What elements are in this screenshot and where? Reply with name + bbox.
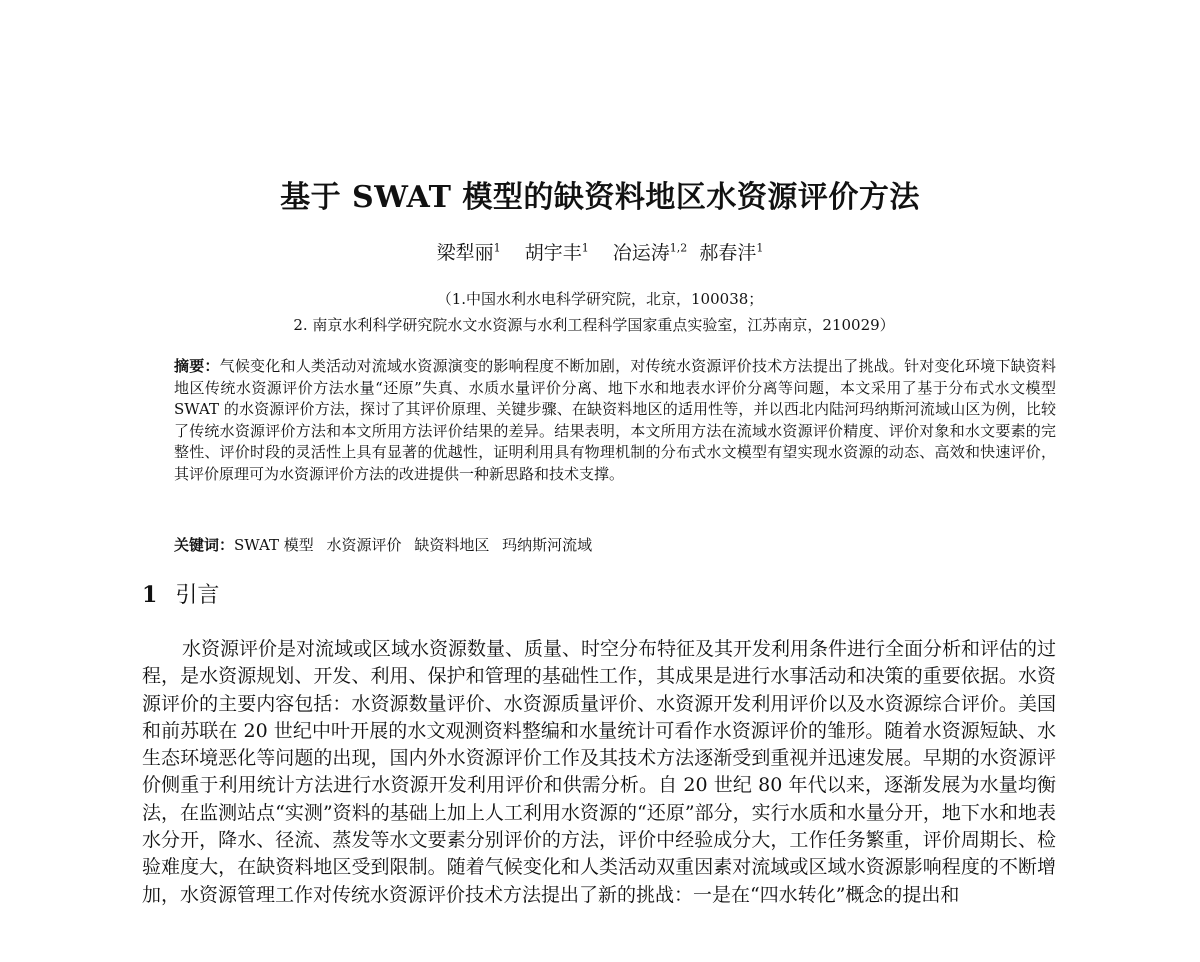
keyword: 缺资料地区 [414, 536, 490, 554]
abstract-label: 摘要： [174, 357, 220, 375]
paper-title: 基于 SWAT 模型的缺资料地区水资源评价方法 [280, 180, 920, 215]
author-name: 胡宇丰 [524, 242, 582, 264]
author-list [0, 238, 1200, 265]
keywords-label: 关键词： [174, 536, 235, 554]
author-name: 郝春沣 [699, 242, 757, 264]
keywords [174, 534, 1056, 555]
author-name: 梁犁丽 [436, 242, 494, 264]
section-heading [142, 578, 219, 609]
abstract-text: 气候变化和人类活动对流域水资源演变的影响程度不断加剧，对传统水资源评价技术方法提出了挑战。针对变化环境下缺资料地区传统水资源评价方法水量“还原”失真、水质水量评价分离、地下水和地表水评价分离等问题，本文采用了基于分布式水文模型 SWAT 的水资源评价方法，探讨了其评价原理、关键步骤、在缺资料地区的适用性等，并以西北内陆河玛纳斯河流域山区为例，比较了传统水资源评价方法和本文所用方法评价结果的差异。结果表明，本文所用方法在流域水资源评价精度、评价对象和水文要素的完整性、评价时段的灵活性上具有显著的优越性，证明利用具有物理机制的分布式水文模型有望实现水资源的动态、高效和快速评价，其评价原理可为水资源评价方法的改进提供一种新思路和技术支撑。 [174, 357, 1056, 483]
keyword: SWAT 模型 [234, 536, 314, 554]
affiliation-line: （1.中国水利水电科学研究院，北京，100038； [436, 290, 764, 308]
keyword: 水资源评价 [326, 536, 402, 554]
abstract [174, 356, 1056, 485]
author-affiliation-mark: 1 [581, 241, 589, 255]
author-affiliation-mark: 1 [493, 241, 501, 255]
author-affiliation-mark: 1 [756, 241, 764, 255]
section-title: 引言 [175, 583, 220, 608]
section-number: 1 [142, 582, 158, 608]
keyword: 玛纳斯河流域 [502, 536, 593, 554]
body-paragraph: 水资源评价是对流域或区域水资源数量、质量、时空分布特征及其开发利用条件进行全面分析和评估的过程，是水资源规划、开发、利用、保护和管理的基础性工作，其成果是进行水事活动和决策的重要依据。水资源评价的主要内容包括：水资源数量评价、水资源质量评价、水资源开发利用评价以及水资源综合评价。美国和前苏联在 20 世纪中叶开展的水文观测资料整编和水量统计可看作水资源评价的雏形。随着水资源短缺、水生态环境恶化等问题的出现，国内外水资源评价工作及其技术方法逐渐受到重视并迅速发展。早期的水资源评价侧重于利用统计方法进行水资源开发利用评价和供需分析。自 20 世纪 80 年代以来，逐渐发展为水量均衡法，在监测站点“实测”资料的基础上加上人工利用水资源的“还原”部分，实行水质和水量分开，地下水和地表水分开，降水、径流、蒸发等水文要素分别评价的方法，评价中经验成分大，工作任务繁重，评价周期长、检验难度大，在缺资料地区受到限制。随着气候变化和人类活动双重因素对流域或区域水资源影响程度的不断增加，水资源管理工作对传统水资源评价技术方法提出了新的挑战：一是在“四水转化”概念的提出和 [142, 638, 1057, 906]
affiliation-line: 2. 南京水利科学研究院水文水资源与水利工程科学国家重点实验室，江苏南京，210029） [293, 316, 895, 334]
author-name: 冶运涛 [612, 242, 670, 264]
author-affiliation-mark: 1,2 [669, 241, 688, 255]
